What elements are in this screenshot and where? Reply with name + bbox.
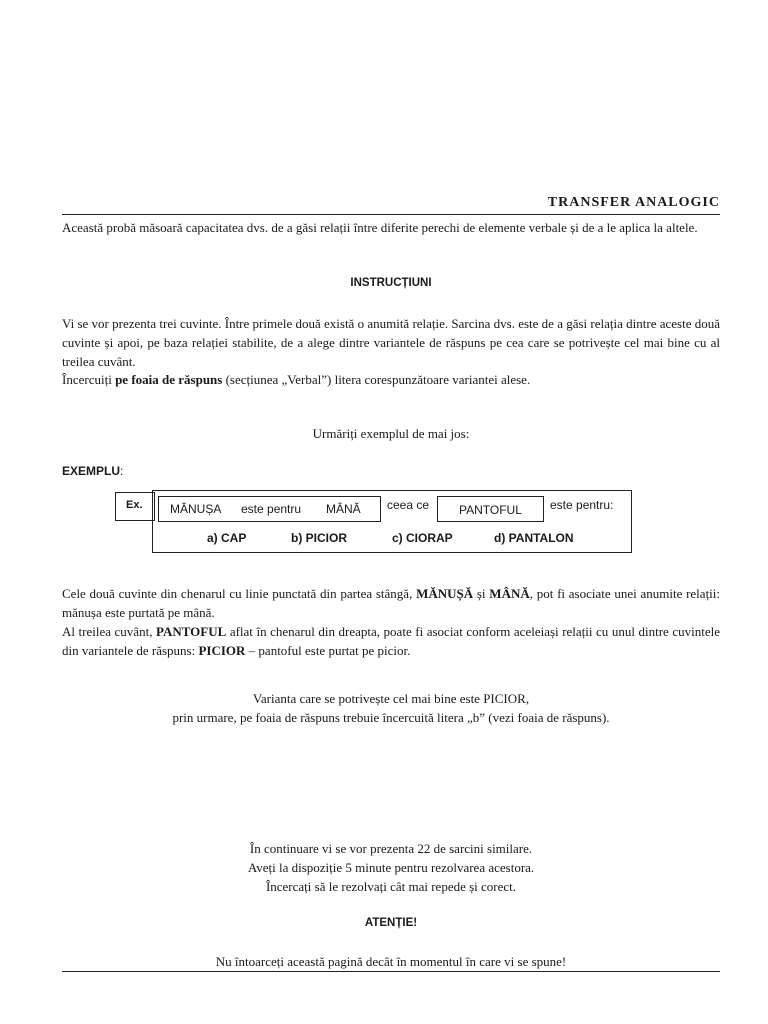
ex-tag-label: Ex. [126, 499, 143, 511]
example-option-a: a) CAP [207, 531, 247, 545]
footer-rule [62, 971, 720, 972]
continuation-line-1: În continuare vi se vor prezenta 22 de sarcini similare. [249, 841, 533, 856]
example-option-b: b) PICIOR [291, 531, 347, 545]
example-word1: MĂNUȘA [170, 502, 222, 516]
example-relation2: este pentru: [550, 498, 614, 512]
answer-line-1: Varianta care se potrivește cel mai bine este PICIOR, [252, 691, 530, 706]
example-label: EXEMPLU: [62, 464, 124, 478]
example-word2: MÂNĂ [326, 502, 361, 516]
instructions-heading: INSTRUCȚIUNI [350, 277, 432, 289]
follow-example-text: Urmăriți exemplul de mai jos: [312, 426, 470, 441]
example-option-c: c) CIORAP [392, 531, 453, 545]
explanation-paragraph-2: Al treilea cuvânt, PANTOFUL aflat în chenarul din dreapta, poate fi asociat conform aceleiași relații cu unul dintre cuvintele din variantele de răspuns: PICIOR – pantoful este purtat pe picior. [62, 624, 720, 658]
header-rule [62, 214, 720, 215]
page-title: TRANSFER ANALOGIC [547, 195, 720, 210]
continuation-line-3: Încercați să le rezolvați cât mai repede și corect. [265, 879, 517, 894]
example-relation: este pentru [241, 502, 302, 516]
example-word3: PANTOFUL [459, 503, 522, 517]
example-connector: ceea ce [387, 498, 430, 512]
instructions-paragraph: Vi se vor prezenta trei cuvinte. Între primele două există o anumită relație. Sarcina dvs. este de a găsi relația dintre aceste două cuvinte și apoi, pe baza relației stabilite, de a alege dintre variantele de răspuns pe cea care se potrivește cel mai bine cu al treilea cuvânt. [62, 316, 720, 369]
example-option-d: d) PANTALON [494, 531, 574, 545]
continuation-line-2: Aveți la dispoziție 5 minute pentru rezolvarea acestora. [247, 860, 535, 875]
warning-text: Nu întoarceți această pagină decât în momentul în care vi se spune! [215, 954, 567, 969]
explanation-paragraph-1: Cele două cuvinte din chenarul cu linie punctată din partea stângă, MĂNUȘĂ și MÂNĂ, pot fi asociate unei anumite relații: mănușa este purtată pe mână. [62, 586, 721, 620]
answer-line-2: prin urmare, pe foaia de răspuns trebuie încercuită litera „b” (vezi foaia de răspuns). [172, 710, 610, 725]
intro-paragraph: Această probă măsoară capacitatea dvs. de a găsi relații între diferite perechi de elemente verbale și de a le aplica la altele. [62, 220, 698, 235]
warning-heading: ATENȚIE! [364, 917, 418, 929]
instructions-answer-sheet-line: Încercuiți pe foaia de răspuns (secțiunea „Verbal”) litera corespunzătoare variantei alese. [62, 372, 531, 387]
